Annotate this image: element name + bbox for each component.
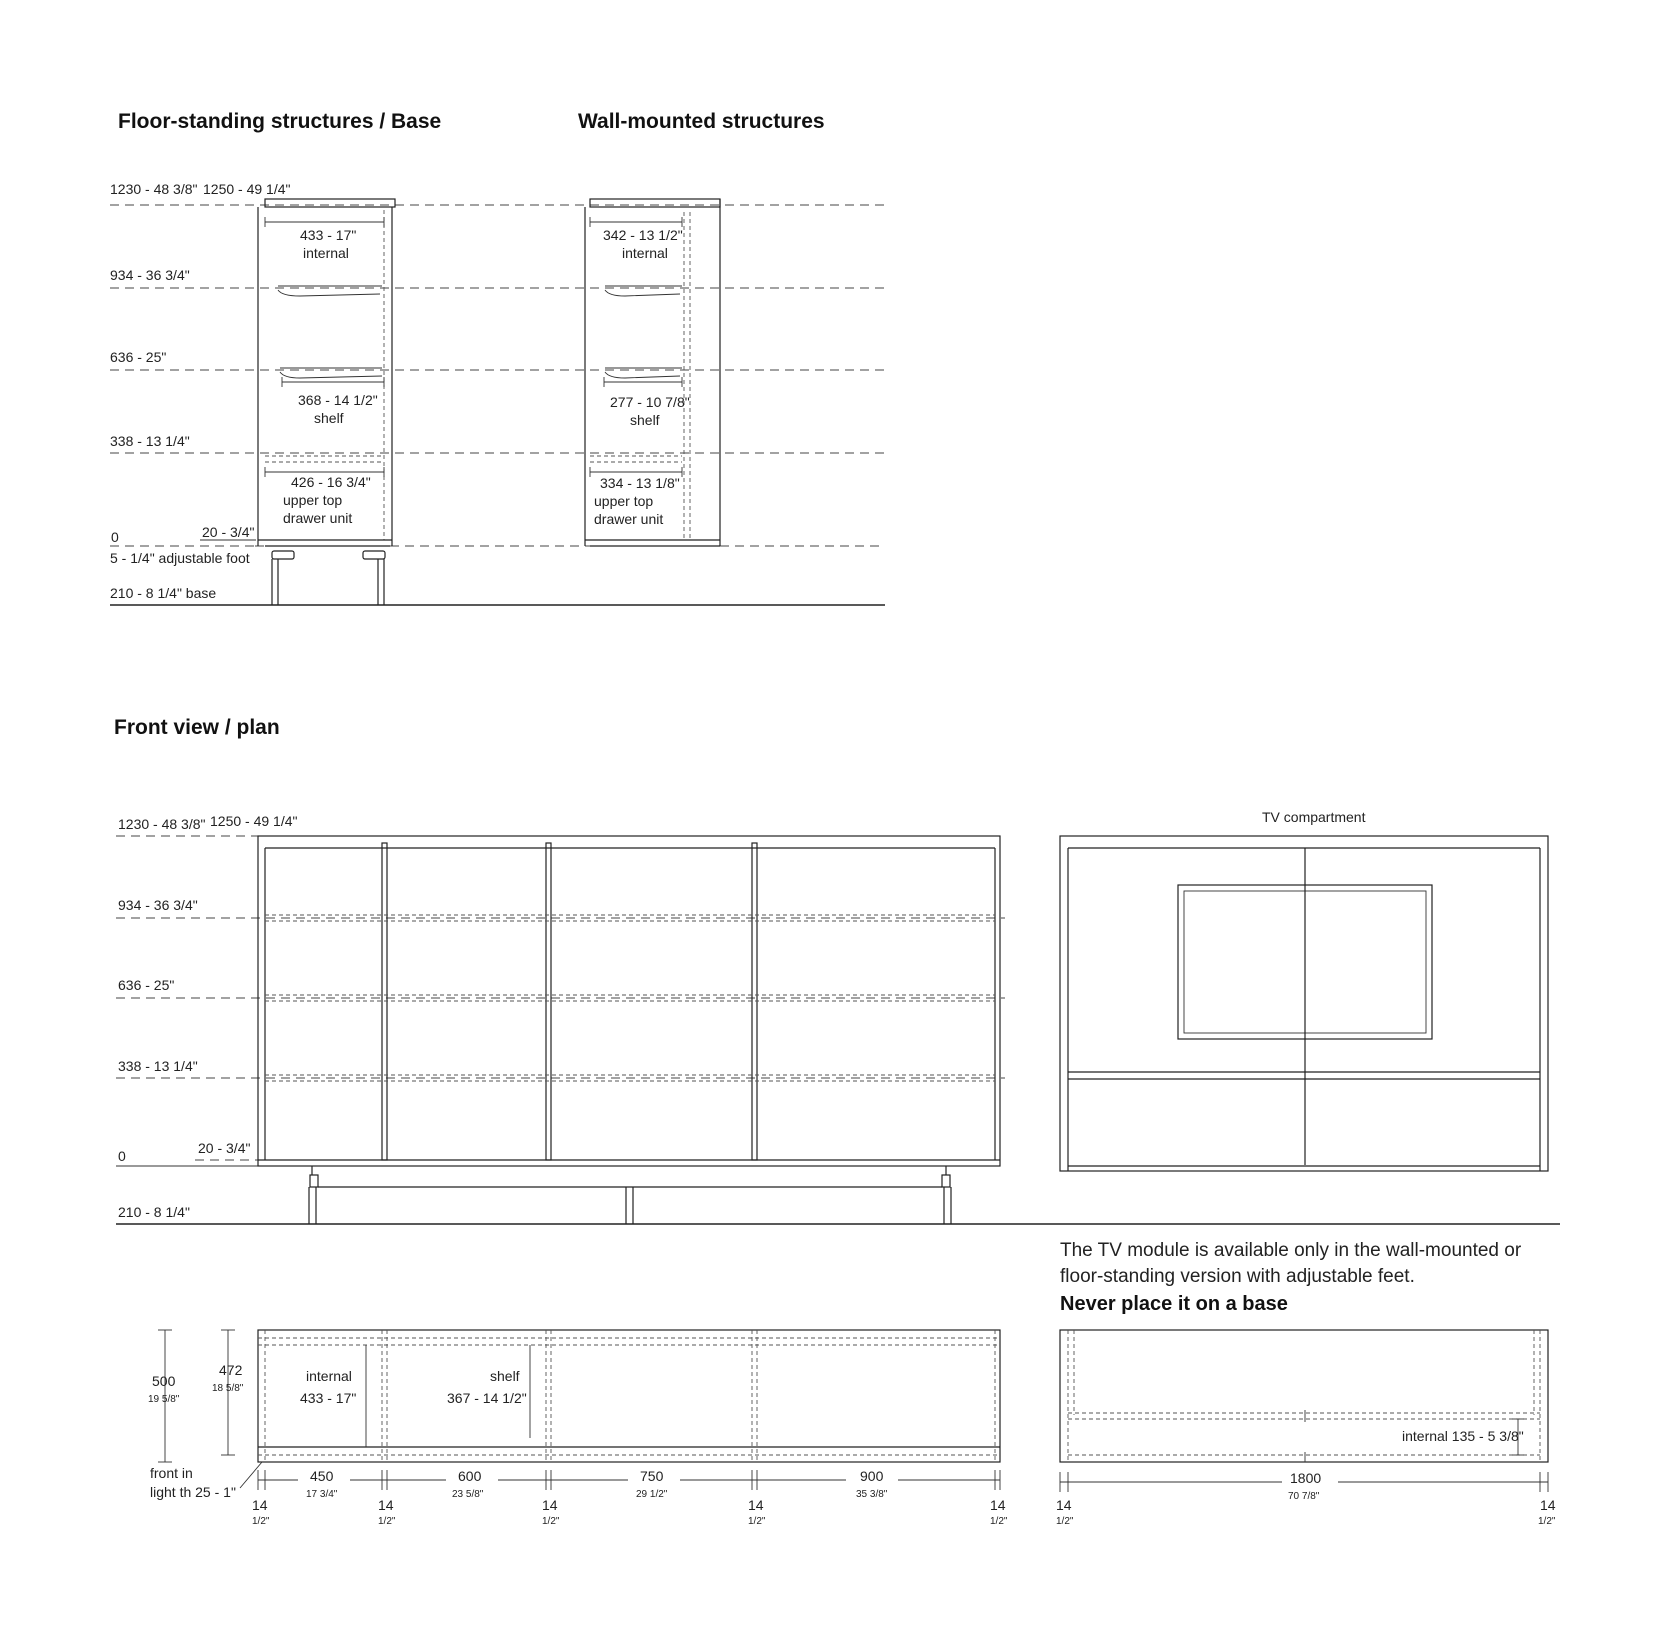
plan-width-dims	[258, 1468, 1000, 1490]
tv-compartment-front	[1060, 836, 1548, 1171]
level-1250: 1250 - 49 1/4"	[203, 181, 291, 197]
front-view-levels	[116, 813, 1560, 1224]
side-14-e: 14	[990, 1497, 1006, 1513]
wall-shelf-note: shelf	[630, 412, 660, 428]
floor-shelf-note: shelf	[314, 410, 344, 426]
heading-wall-mounted: Wall-mounted structures	[578, 110, 825, 133]
front-level-base: 210 - 8 1/4"	[118, 1204, 190, 1220]
wall-top-width: 342 - 13 1/2"	[603, 227, 683, 243]
width-600-in: 23 5/8"	[452, 1489, 484, 1500]
front-level-1230: 1230 - 48 3/8"	[118, 816, 206, 832]
floor-top-width: 433 - 17"	[300, 227, 357, 243]
level-636: 636 - 25"	[110, 349, 167, 365]
side-14-c: 14	[542, 1497, 558, 1513]
width-450-in: 17 3/4"	[306, 1489, 338, 1500]
level-934: 934 - 36 3/4"	[110, 267, 190, 283]
front-level-338: 338 - 13 1/4"	[118, 1058, 198, 1074]
front-glass-label-2: light th 25 - 1"	[150, 1484, 236, 1500]
tv-note-line-1: The TV module is available only in the wall-mounted or	[1060, 1240, 1522, 1261]
side-14-a: 14	[252, 1497, 268, 1513]
plan-view-bookcase	[240, 1330, 1000, 1488]
level-1230: 1230 - 48 3/8"	[110, 181, 198, 197]
plan-depth-internal: 472	[219, 1362, 243, 1378]
floor-shelf-width: 368 - 14 1/2"	[298, 392, 378, 408]
heading-front-view: Front view / plan	[114, 716, 280, 739]
side-14-d: 14	[748, 1497, 764, 1513]
side-14-b: 14	[378, 1497, 394, 1513]
plan-shelf-label: shelf	[490, 1368, 520, 1384]
tv-compartment-label: TV compartment	[1262, 809, 1366, 825]
front-glass-label-1: front in	[150, 1465, 193, 1481]
side-section-levels	[110, 181, 885, 605]
width-900-in: 35 3/8"	[856, 1489, 888, 1500]
plan-view-tv	[1060, 1330, 1548, 1492]
plan-shelf-value: 367 - 14 1/2"	[447, 1390, 527, 1406]
wall-shelf-width: 277 - 10 7/8"	[610, 394, 690, 410]
front-level-20: 20 - 3/4"	[198, 1140, 251, 1156]
width-600: 600	[458, 1468, 482, 1484]
width-750: 750	[640, 1468, 664, 1484]
tv-width: 1800	[1290, 1470, 1322, 1486]
wall-drawer-note-2: drawer unit	[594, 511, 664, 527]
tv-side-14-a: 14	[1056, 1497, 1072, 1513]
level-338: 338 - 13 1/4"	[110, 433, 190, 449]
tv-side-14-a-in: 1/2"	[1056, 1516, 1074, 1527]
floor-drawer-note-2: drawer unit	[283, 510, 353, 526]
front-level-636: 636 - 25"	[118, 977, 175, 993]
tv-side-14-b-in: 1/2"	[1538, 1516, 1556, 1527]
level-20: 20 - 3/4"	[202, 524, 255, 540]
tv-note-warning: Never place it on a base	[1060, 1293, 1288, 1315]
tv-internal-dim: internal 135 - 5 3/8"	[1402, 1428, 1524, 1444]
plan-internal-label: internal	[306, 1368, 352, 1384]
tv-note-line-2: floor-standing version with adjustable feet.	[1060, 1266, 1415, 1287]
floor-drawer-width: 426 - 16 3/4"	[291, 474, 371, 490]
plan-internal-value: 433 - 17"	[300, 1390, 357, 1406]
tv-side-14-b: 14	[1540, 1497, 1556, 1513]
width-750-in: 29 1/2"	[636, 1489, 668, 1500]
width-450: 450	[310, 1468, 334, 1484]
side-14-a-in: 1/2"	[252, 1516, 270, 1527]
tv-width-in: 70 7/8"	[1288, 1491, 1320, 1502]
front-level-0: 0	[118, 1148, 126, 1164]
side-14-e-in: 1/2"	[990, 1516, 1008, 1527]
front-view-bookcase	[258, 836, 1000, 1224]
floor-top-note: internal	[303, 245, 349, 261]
plan-depth-total-in: 19 5/8"	[148, 1394, 180, 1405]
front-level-934: 934 - 36 3/4"	[118, 897, 198, 913]
heading-floor-standing: Floor-standing structures / Base	[118, 110, 442, 133]
base-label: 210 - 8 1/4" base	[110, 585, 217, 601]
plan-depth-internal-in: 18 5/8"	[212, 1383, 244, 1394]
level-0: 0	[111, 529, 119, 545]
wall-drawer-width: 334 - 13 1/8"	[600, 475, 680, 491]
width-900: 900	[860, 1468, 884, 1484]
side-14-b-in: 1/2"	[378, 1516, 396, 1527]
side-14-c-in: 1/2"	[542, 1516, 560, 1527]
front-level-1250: 1250 - 49 1/4"	[210, 813, 298, 829]
wall-top-note: internal	[622, 245, 668, 261]
floor-drawer-note-1: upper top	[283, 492, 343, 508]
foot-label: 5 - 1/4" adjustable foot	[110, 550, 250, 566]
side-14-d-in: 1/2"	[748, 1516, 766, 1527]
plan-depth-total: 500	[152, 1373, 176, 1389]
wall-drawer-note-1: upper top	[594, 493, 654, 509]
